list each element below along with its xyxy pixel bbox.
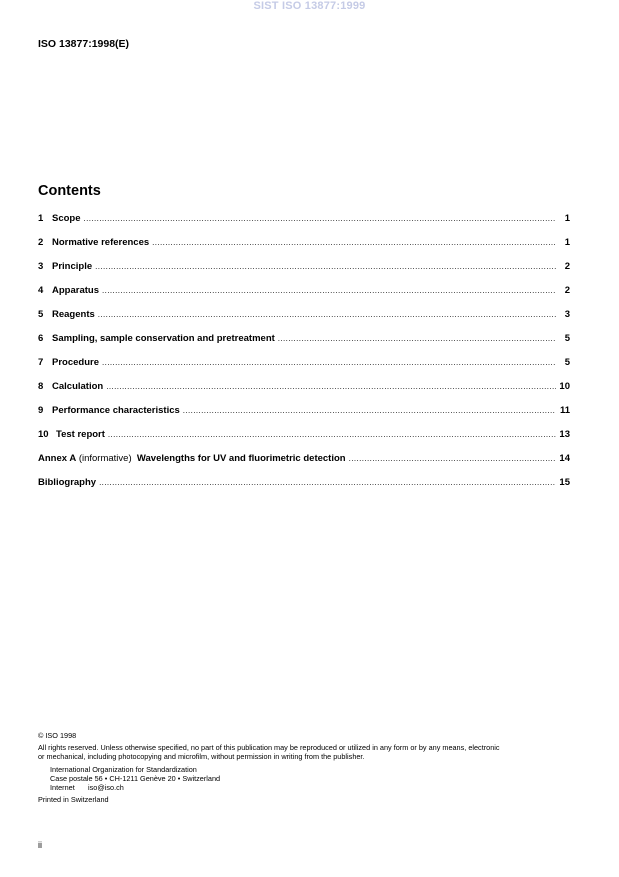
dot-leader bbox=[99, 478, 556, 487]
rights-line-2: or mechanical, including photocopying and microfilm, without permission in writing from the publisher. bbox=[38, 752, 365, 762]
dot-leader bbox=[84, 214, 556, 223]
toc-page: 1 bbox=[564, 237, 570, 248]
toc-entry-apparatus[interactable] bbox=[38, 285, 570, 309]
dot-leader bbox=[98, 310, 556, 319]
toc-entry-sampling[interactable] bbox=[38, 333, 570, 357]
toc-number: 4 bbox=[38, 285, 44, 296]
dot-leader bbox=[108, 430, 556, 439]
internet-label: Internet bbox=[50, 783, 75, 793]
toc-entry-procedure[interactable] bbox=[38, 357, 570, 381]
toc-number: 3 bbox=[38, 261, 44, 272]
toc-page: 5 bbox=[564, 357, 570, 368]
toc-entry-scope[interactable] bbox=[38, 213, 570, 237]
toc-entry-normative-references[interactable] bbox=[38, 237, 570, 261]
toc-page: 2 bbox=[564, 261, 570, 272]
toc-page: 13 bbox=[559, 429, 570, 440]
toc-number: 6 bbox=[38, 333, 44, 344]
toc-page: 11 bbox=[559, 405, 570, 416]
toc-page: 2 bbox=[564, 285, 570, 296]
toc-entry-test-report[interactable] bbox=[38, 429, 570, 453]
toc-number: 5 bbox=[38, 309, 44, 320]
toc-title: Normative references bbox=[52, 237, 150, 248]
copyright-line: © ISO 1998 bbox=[38, 731, 77, 740]
toc-entry-calculation[interactable] bbox=[38, 381, 570, 405]
toc-number: 8 bbox=[38, 381, 44, 392]
toc-title: Principle bbox=[52, 261, 93, 272]
toc-number: 2 bbox=[38, 237, 44, 248]
document-id: ISO 13877:1998(E) bbox=[38, 38, 130, 50]
dot-leader bbox=[106, 382, 556, 391]
dot-leader bbox=[183, 406, 556, 415]
annex-qualifier: (informative) bbox=[78, 453, 132, 464]
toc-entry-reagents[interactable] bbox=[38, 309, 570, 333]
toc-number: 7 bbox=[38, 357, 44, 368]
toc-title: Performance characteristics bbox=[52, 405, 180, 416]
toc-number: 10 bbox=[38, 429, 49, 440]
toc-page: 15 bbox=[559, 477, 570, 488]
dot-leader bbox=[278, 334, 556, 343]
toc-number: 9 bbox=[38, 405, 44, 416]
toc-title: Bibliography bbox=[38, 477, 97, 488]
page-number: ii bbox=[38, 840, 42, 850]
toc-title: Reagents bbox=[52, 309, 95, 320]
toc-entry-performance-characteristics[interactable] bbox=[38, 405, 570, 429]
toc-number: 1 bbox=[38, 213, 44, 224]
dot-leader bbox=[102, 358, 556, 367]
dot-leader bbox=[102, 286, 556, 295]
dot-leader bbox=[152, 238, 556, 247]
internet-line bbox=[38, 783, 578, 792]
toc-title: Sampling, sample conservation and pretreatment bbox=[52, 333, 275, 344]
toc-title: Scope bbox=[52, 213, 81, 224]
toc-page: 14 bbox=[559, 453, 570, 464]
dot-leader bbox=[349, 454, 556, 463]
internet-email[interactable]: iso@iso.ch bbox=[88, 783, 124, 793]
toc-page: 3 bbox=[564, 309, 570, 320]
dot-leader bbox=[95, 262, 556, 271]
toc-page: 1 bbox=[564, 213, 570, 224]
table-of-contents bbox=[38, 213, 570, 501]
copyright-footer bbox=[38, 731, 578, 804]
rights-line-1: All rights reserved. Unless otherwise specified, no part of this publication may be reproduced or utilized in any form or by any means, electronic bbox=[38, 743, 500, 753]
toc-page: 5 bbox=[564, 333, 570, 344]
toc-title: Calculation bbox=[52, 381, 104, 392]
toc-title: Procedure bbox=[52, 357, 99, 368]
toc-title: Test report bbox=[56, 429, 105, 440]
toc-entry-principle[interactable] bbox=[38, 261, 570, 285]
toc-entry-bibliography[interactable] bbox=[38, 477, 570, 501]
printed-in: Printed in Switzerland bbox=[38, 795, 109, 805]
annex-label: Annex A bbox=[38, 453, 77, 464]
toc-entry-annex-a[interactable] bbox=[38, 453, 570, 477]
toc-title: Apparatus bbox=[52, 285, 99, 296]
org-address: Case postale 56 • CH-1211 Genève 20 • Switzerland bbox=[50, 773, 221, 783]
toc-page: 10 bbox=[559, 381, 570, 392]
watermark: SIST ISO 13877:1999 bbox=[253, 0, 366, 12]
contents-title: Contents bbox=[38, 183, 101, 199]
toc-title: Wavelengths for UV and fluorimetric detection bbox=[136, 453, 346, 464]
org-name: International Organization for Standardization bbox=[50, 764, 197, 774]
